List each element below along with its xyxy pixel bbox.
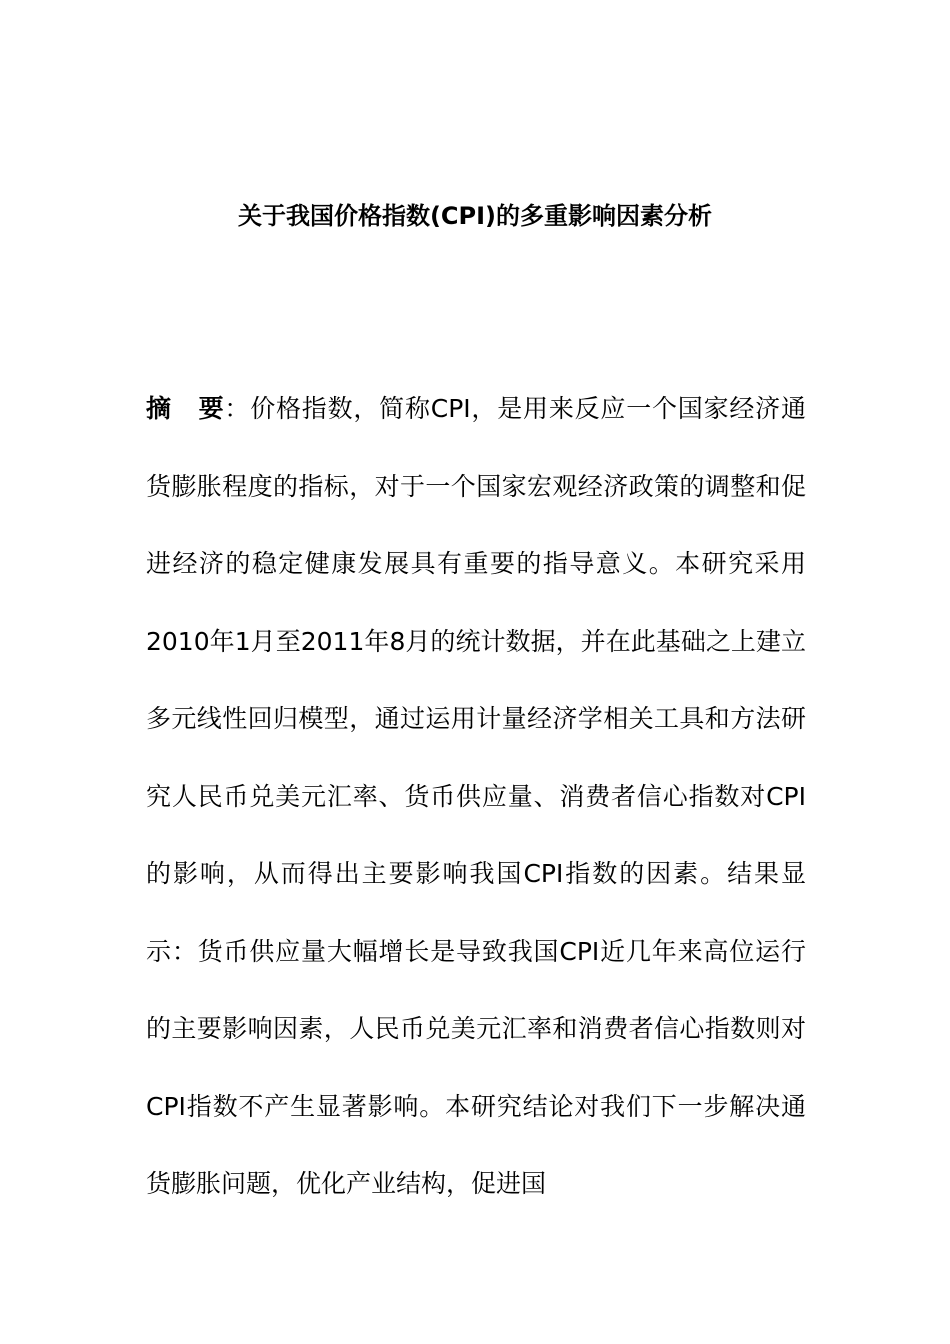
abstract-label-first-char: 摘 <box>146 394 172 423</box>
abstract-paragraph <box>146 370 806 1223</box>
document-title: 关于我国价格指数(CPI)的多重影响因素分析 <box>237 202 713 230</box>
abstract-label <box>146 394 224 423</box>
abstract-text: 价格指数，简称CPI，是用来反应一个国家经济通货膨胀程度的指标，对于一个国家宏观经济政策的调整和促进经济的稳定健康发展具有重要的指导意义。本研究采用2010年1月至2011年8月的统计数据，并在此基础之上建立多元线性回归模型，通过运用计量经济学相关工具和方法研究人民币兑美元汇率、货币供应量、消费者信心指数对CPI的影响，从而得出主要影响我国CPI指数的因素。结果显示：货币供应量大幅增长是导致我国CPI近几年来高位运行的主要影响因素，人民币兑美元汇率和消费者信心指数则对CPI指数不产生显著影响。本研究结论对我们下一步解决通货膨胀问题，优化产业结构，促进国 <box>146 394 806 1198</box>
abstract-label-second-char: 要 <box>197 394 225 423</box>
abstract-label-colon: ： <box>224 394 251 423</box>
